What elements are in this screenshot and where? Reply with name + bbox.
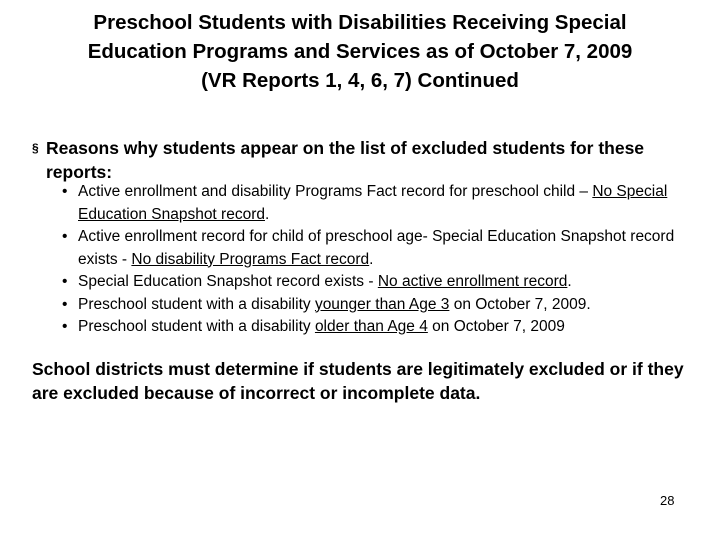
bullet-dot-icon: • <box>62 273 68 290</box>
sub-bullet-emphasis: older than Age 4 <box>314 318 428 335</box>
sub-bullet <box>62 294 702 317</box>
sub-bullet-text: on October 7, 2009. <box>449 295 591 313</box>
main-bullet-text: Reasons why students appear on the list of excluded students for these reports: <box>46 138 645 182</box>
sub-bullet <box>62 316 702 339</box>
sub-bullet-text: Special Education Snapshot record exists - <box>78 273 378 290</box>
bullet-dot-icon: • <box>62 228 68 245</box>
sub-bullet-text: Preschool student with a disability <box>78 318 315 335</box>
page-number: 28 <box>660 493 675 508</box>
sub-bullet <box>62 181 702 226</box>
sub-bullet-emphasis: No Special Education Snapshot record <box>78 183 668 223</box>
bullet-dot-icon: • <box>62 318 68 335</box>
sub-bullet-emphasis: younger than Age 3 <box>314 295 450 313</box>
sub-bullet <box>62 226 702 271</box>
sub-bullet-emphasis: No disability Programs Fact record <box>131 250 370 268</box>
sub-bullet-list <box>62 181 702 339</box>
bullet-dot-icon: • <box>62 183 68 200</box>
bullet-dot-icon: • <box>62 295 68 313</box>
title-line: (VR Reports 1, 4, 6, 7) Continued <box>201 69 519 92</box>
sub-bullet-text: Active enrollment and disability Programs Fact record for preschool child – <box>78 183 593 200</box>
sub-bullet-text: on October 7, 2009 <box>427 318 565 335</box>
sub-bullet <box>62 271 702 294</box>
sub-bullet-emphasis: No active enrollment record <box>377 273 568 290</box>
title-line: Education Programs and Services as of October 7, 2009 <box>87 40 633 63</box>
main-bullet <box>32 136 706 184</box>
sub-bullet-text: . <box>567 273 572 290</box>
bullet-marker-icon: § <box>32 141 39 155</box>
slide-title <box>0 8 720 95</box>
sub-bullet-text: . <box>369 250 374 268</box>
conclusion-paragraph: School districts must determine if students are legitimately excluded or if they are excluded because of incorrect or incomplete data. <box>32 359 684 403</box>
sub-bullet-text: . <box>264 205 270 223</box>
sub-bullet-text: Preschool student with a disability <box>78 295 315 313</box>
title-line: Preschool Students with Disabilities Receiving Special <box>93 11 627 34</box>
sub-bullet-text: Active enrollment record for child of preschool age- Special Education Snapshot record exists - <box>78 228 675 268</box>
